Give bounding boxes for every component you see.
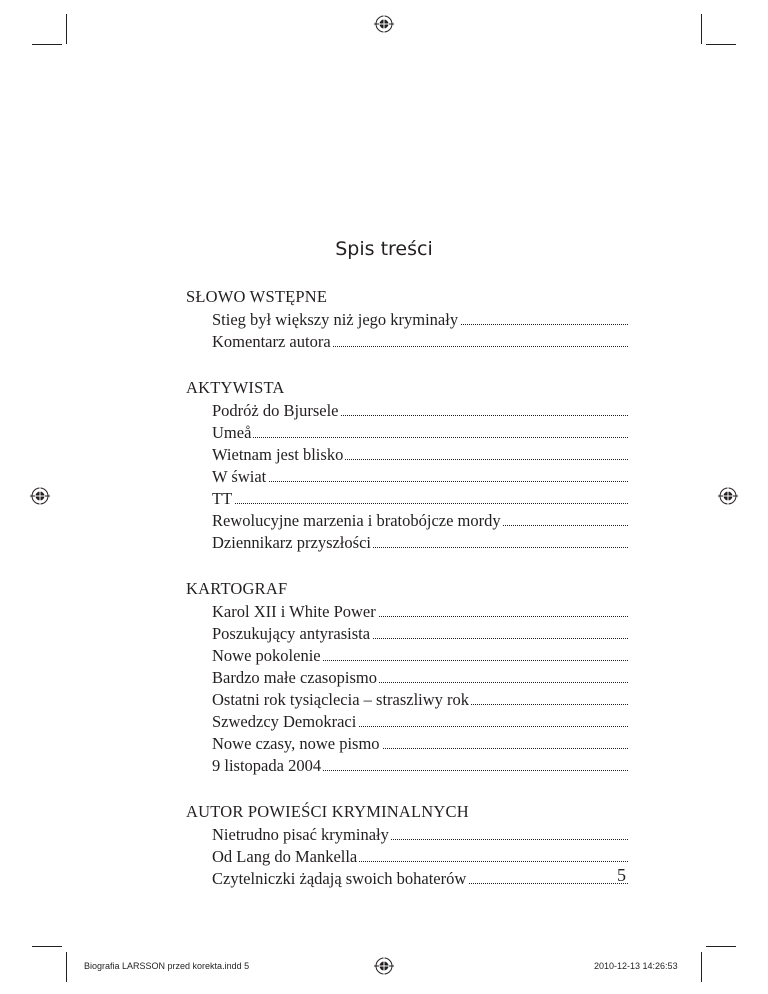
toc-entry-label: Umeå [212, 423, 252, 442]
toc-entry [212, 466, 628, 488]
dot-leader [212, 503, 628, 504]
toc-section [186, 375, 628, 554]
toc-entry-label: Nowe czasy, nowe pismo [212, 734, 380, 753]
toc-entry [212, 689, 628, 711]
toc-entry [212, 755, 628, 777]
registration-mark-icon [718, 486, 738, 506]
toc-entry-label: Czytelniczki żądają swoich bohaterów [212, 869, 467, 888]
toc-entry [212, 532, 628, 554]
toc-entry [212, 868, 628, 890]
crop-mark [66, 14, 67, 44]
crop-mark [32, 44, 62, 45]
toc-entry-label: Ostatni rok tysiąclecia – straszliwy rok [212, 690, 470, 709]
toc-entry-label: Karol XII i White Power [212, 602, 376, 621]
toc-entry-label: Od Lang do Mankella [212, 847, 358, 866]
toc-entry-label: Nowe pokolenie [212, 646, 321, 665]
toc-entry [212, 711, 628, 733]
toc-entry [212, 623, 628, 645]
crop-mark [701, 14, 702, 44]
toc-entry [212, 846, 628, 868]
registration-mark-icon [30, 486, 50, 506]
table-of-contents [186, 284, 628, 912]
toc-entry [212, 667, 628, 689]
toc-entry-label: Komentarz autora [212, 332, 331, 351]
toc-entry-label: Stieg był większy niż jego kryminały [212, 310, 459, 329]
registration-mark-icon [374, 956, 394, 976]
toc-entry [212, 645, 628, 667]
dot-leader [212, 481, 628, 482]
toc-entry [212, 510, 628, 532]
crop-mark [706, 946, 736, 947]
toc-entry [212, 444, 628, 466]
footer-datetime-slug: 2010-12-13 14:26:53 [594, 961, 678, 971]
footer-file-slug: Biografia LARSSON przed korekta.indd 5 [84, 961, 250, 971]
crop-mark [32, 946, 62, 947]
toc-section [186, 576, 628, 777]
toc-entry-label: W świat [212, 467, 267, 486]
toc-entry-label: Nietrudno pisać kryminały [212, 825, 389, 844]
section-title: AKTYWISTA [186, 378, 285, 397]
toc-entry-label: Dziennikarz przyszłości [212, 533, 371, 552]
toc-entry-label: Poszukujący antyrasista [212, 624, 371, 643]
toc-entry-label: Podróż do Bjurselе [212, 401, 339, 420]
toc-entry [212, 400, 628, 422]
dot-leader [212, 437, 628, 438]
page-number: 5 [617, 865, 626, 885]
toc-entry-label: Wietnam jest blisko [212, 445, 344, 464]
crop-mark [66, 952, 67, 982]
toc-entry-label: Rewolucyjne marzenia i bratobójcze mordy [212, 511, 501, 530]
section-title: SŁOWO WSTĘPNE [186, 287, 328, 306]
crop-mark [706, 44, 736, 45]
section-title: KARTOGRAF [186, 579, 288, 598]
section-title: AUTOR POWIEŚCI KRYMINALNYCH [186, 802, 469, 821]
toc-entry-label: Szwedzcy Demokraci [212, 712, 357, 731]
toc-entry [212, 733, 628, 755]
toc-entry-label: 9 listopada 2004 [212, 756, 322, 775]
toc-entry [212, 824, 628, 846]
toc-entry [212, 601, 628, 623]
toc-section [186, 284, 628, 353]
toc-entry [212, 331, 628, 353]
toc-entry [212, 309, 628, 331]
toc-entry-label: TT [212, 489, 233, 508]
toc-entry-label: Bardzo małe czasopismo [212, 668, 377, 687]
toc-entry [212, 422, 628, 444]
crop-mark [701, 952, 702, 982]
registration-mark-icon [374, 14, 394, 34]
toc-title: Spis treści [335, 238, 433, 260]
toc-entry [212, 488, 628, 510]
toc-section [186, 799, 628, 890]
